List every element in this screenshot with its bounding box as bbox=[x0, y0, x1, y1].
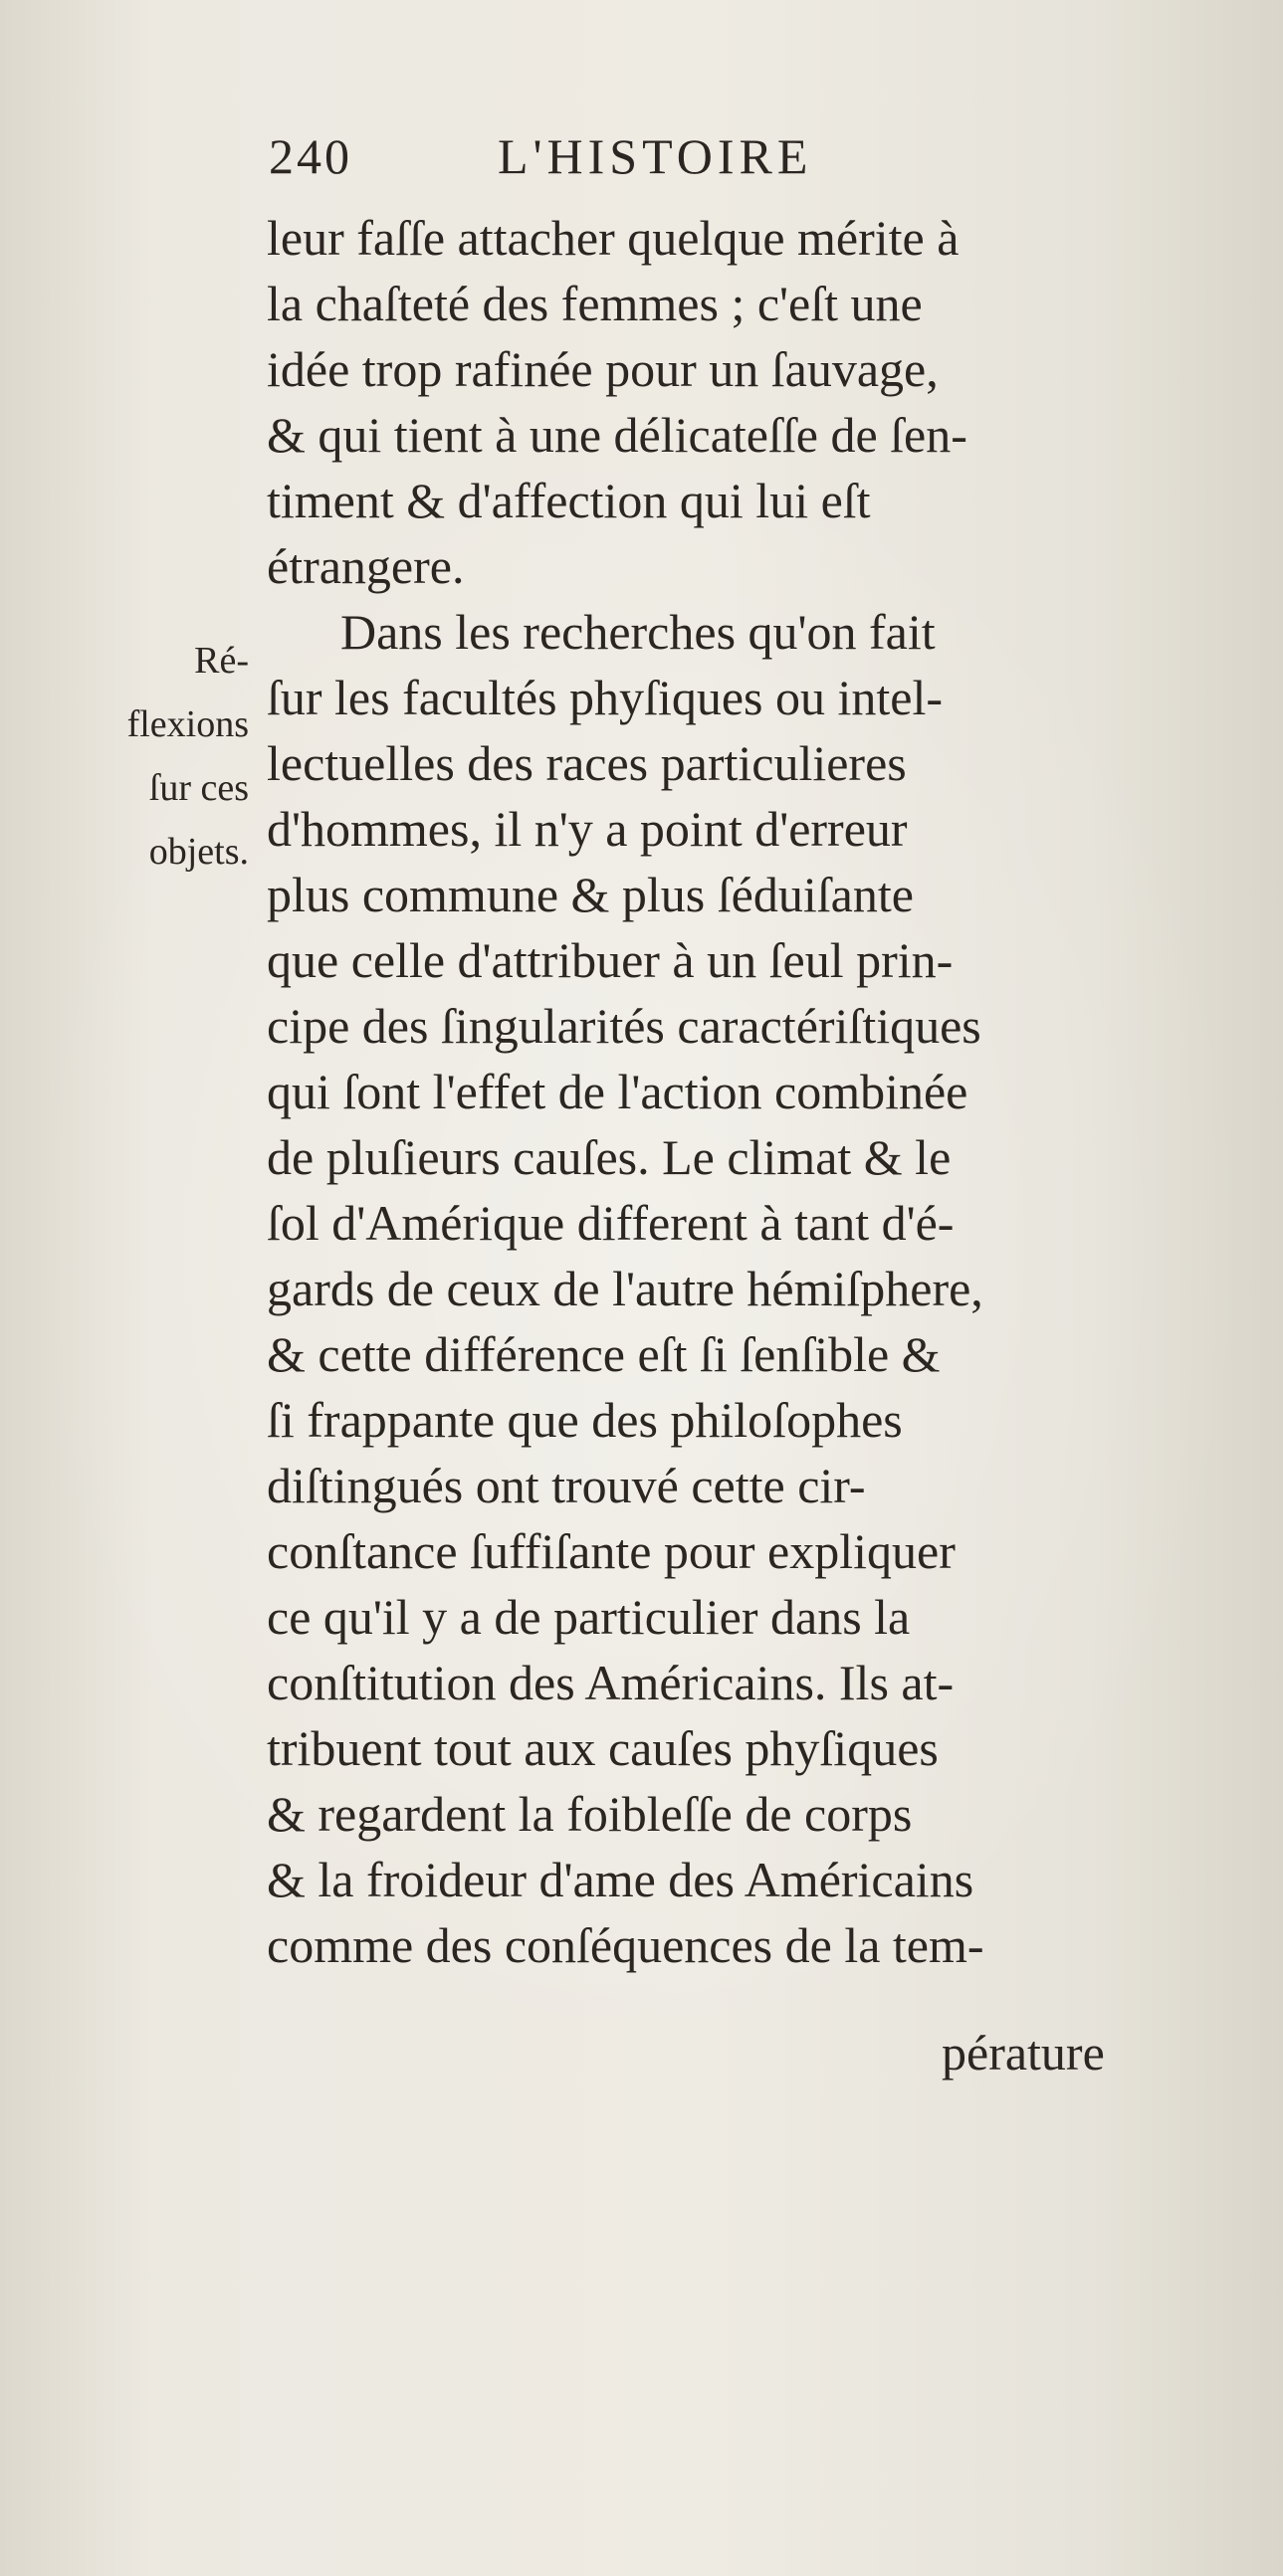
text-line: ſur les facultés phyſiques ou intel- bbox=[267, 670, 944, 725]
catchword: pérature bbox=[942, 2025, 1105, 2081]
text-line: tribuent tout aux cauſes phyſiques bbox=[267, 1720, 939, 1776]
page-header bbox=[269, 127, 1025, 187]
text-line: conſtance ſuffiſante pour expliquer bbox=[267, 1523, 956, 1579]
text-line: la chaſteté des femmes ; c'eſt une bbox=[267, 276, 923, 331]
margin-note-line: flexions bbox=[126, 703, 249, 745]
text-line: que celle d'attribuer à un ſeul prin- bbox=[267, 932, 954, 988]
text-line: cipe des ſingularités caractériſtiques bbox=[267, 998, 981, 1054]
text-line: leur faſſe attacher quelque mérite à bbox=[267, 210, 960, 266]
margin-note-line: Ré- bbox=[194, 640, 249, 682]
page-number: 240 bbox=[269, 128, 352, 184]
text-line: & cette différence eſt ſi ſenſible & bbox=[267, 1326, 941, 1382]
text-line: & la froideur d'ame des Américains bbox=[267, 1852, 974, 1907]
text-line: & qui tient à une délicateſſe de ſen- bbox=[267, 407, 967, 463]
text-line: ſi frappante que des philoſophes bbox=[267, 1392, 903, 1448]
text-line: gards de ceux de l'autre hémiſphere, bbox=[267, 1261, 983, 1316]
body-text bbox=[267, 205, 1182, 1978]
text-line: idée trop rafinée pour un ſauvage, bbox=[267, 341, 939, 397]
running-head: L'HISTOIRE bbox=[498, 128, 813, 184]
margin-note bbox=[20, 629, 249, 884]
text-line: lectuelles des races particulieres bbox=[267, 735, 907, 791]
text-line: étrangere. bbox=[267, 538, 465, 594]
text-line: qui ſont l'effet de l'action combinée bbox=[267, 1064, 968, 1119]
text-line: conſtitution des Américains. Ils at- bbox=[267, 1655, 955, 1710]
text-line: ce qu'il y a de particulier dans la bbox=[267, 1589, 911, 1645]
margin-note-line: objets. bbox=[148, 831, 249, 873]
text-line: comme des conſéquences de la tem- bbox=[267, 1917, 984, 1973]
text-line: & regardent la foibleſſe de corps bbox=[267, 1786, 913, 1842]
text-line: diſtingués ont trouvé cette cir- bbox=[267, 1458, 866, 1513]
paragraph-first-line: Dans les recherches qu'on fait bbox=[340, 604, 936, 660]
text-line: d'hommes, il n'y a point d'erreur bbox=[267, 801, 908, 857]
margin-note-line: ſur ces bbox=[148, 767, 249, 809]
text-line: plus commune & plus ſéduiſante bbox=[267, 867, 914, 922]
text-line: ſol d'Amérique different à tant d'é- bbox=[267, 1195, 955, 1251]
text-line: timent & d'affection qui lui eſt bbox=[267, 473, 871, 528]
text-line: de pluſieurs cauſes. Le climat & le bbox=[267, 1129, 952, 1185]
